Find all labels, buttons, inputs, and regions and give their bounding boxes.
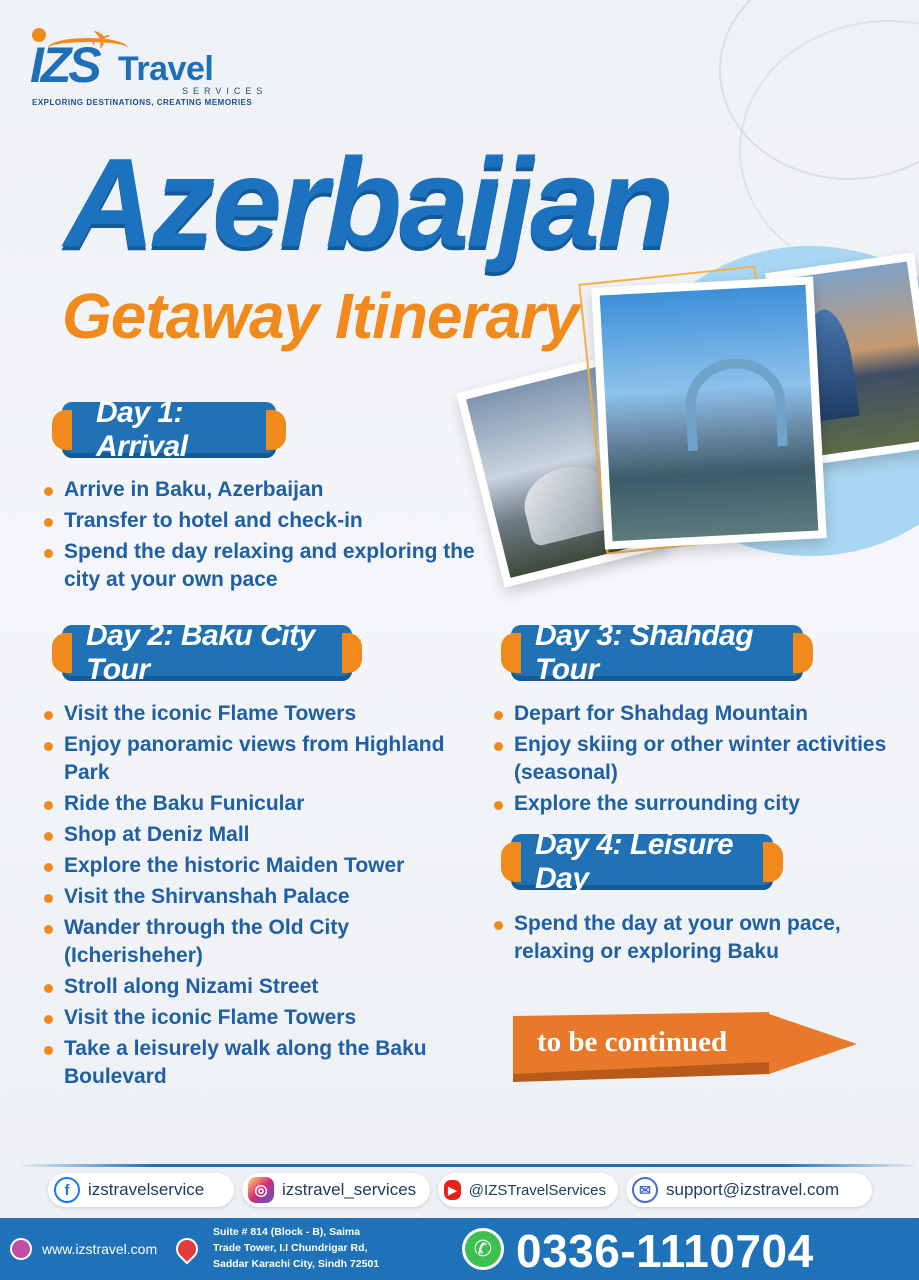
phone-number[interactable]: 0336-1110704	[516, 1225, 814, 1277]
day-3-list	[494, 700, 914, 821]
list-item: Stroll along Nizami Street	[44, 973, 484, 1001]
photo-baku-bay	[591, 276, 826, 549]
list-item: Explore the surrounding city	[494, 790, 914, 818]
list-item: Visit the Shirvanshah Palace	[44, 883, 484, 911]
youtube-handle: @IZSTravelServices	[468, 1181, 606, 1199]
list-item: Ride the Baku Funicular	[44, 790, 484, 818]
address-line: Trade Tower, I.I Chundrigar Rd,	[213, 1242, 368, 1254]
list-item: Explore the historic Maiden Tower	[44, 852, 484, 880]
footer-bar	[0, 1218, 919, 1280]
address-line: Suite # 814 (Block - B), Saima	[213, 1226, 361, 1238]
logo-wordmark: Travel	[118, 50, 214, 88]
list-item: Visit the iconic Flame Towers	[44, 1004, 484, 1032]
instagram-handle: izstravel_services	[282, 1180, 417, 1199]
page-subtitle: Getaway Itinerary	[62, 280, 579, 352]
list-item: Wander through the Old City (Icherisheher)	[44, 914, 484, 970]
day-3-label: Day 3: Shahdag Tour	[535, 619, 754, 686]
list-item: Depart for Shahdag Mountain	[494, 700, 914, 728]
list-item: Enjoy panoramic views from Highland Park	[44, 731, 484, 787]
day-3-header	[511, 619, 803, 686]
day-2-label: Day 2: Baku City Tour	[86, 619, 315, 686]
globe-icon	[10, 1238, 32, 1260]
list-item: Take a leisurely walk along the Baku Boulevard	[44, 1035, 484, 1091]
list-item: Visit the iconic Flame Towers	[44, 700, 484, 728]
page-title: Azerbaijan	[64, 132, 672, 273]
divider	[18, 1164, 918, 1167]
day-1-header	[62, 396, 276, 463]
social-email[interactable]	[626, 1173, 872, 1207]
day-2-header	[62, 619, 352, 686]
logo-tagline: EXPLORING DESTINATIONS, CREATING MEMORIES	[32, 98, 253, 107]
website-link[interactable]: www.izstravel.com	[42, 1241, 158, 1257]
youtube-icon: ▶	[444, 1180, 461, 1200]
list-item: Spend the day relaxing and exploring the city at your own pace	[44, 538, 484, 594]
day-2-list	[44, 700, 484, 1094]
phone-icon: ✆	[462, 1228, 504, 1270]
address-line: Saddar Karachi City, Sindh 72501	[213, 1258, 380, 1270]
list-item: Spend the day at your own pace, relaxing or exploring Baku	[494, 910, 894, 966]
airplane-icon: ✈	[85, 21, 117, 57]
mail-icon: ✉	[632, 1177, 658, 1203]
day-1-label: Day 1: Arrival	[96, 396, 188, 463]
facebook-icon: f	[54, 1177, 80, 1203]
social-links	[44, 1173, 884, 1209]
day-1-list	[44, 476, 484, 597]
day-4-label: Day 4: Leisure Day	[535, 828, 734, 895]
list-item: Transfer to hotel and check-in	[44, 507, 484, 535]
email-address: support@izstravel.com	[666, 1180, 840, 1199]
instagram-icon: ◎	[248, 1177, 274, 1203]
list-item: Arrive in Baku, Azerbaijan	[44, 476, 484, 504]
brand-logo[interactable]	[30, 21, 270, 116]
day-4-list	[494, 910, 894, 969]
facebook-handle: izstravelservice	[88, 1180, 205, 1199]
to-be-continued-arrow	[513, 1012, 857, 1082]
logo-services: SERVICES	[182, 86, 268, 96]
day-4-header	[511, 828, 773, 895]
social-instagram[interactable]	[242, 1173, 430, 1207]
list-item: Shop at Deniz Mall	[44, 821, 484, 849]
location-pin-icon	[171, 1233, 202, 1264]
social-facebook[interactable]	[48, 1173, 234, 1207]
address	[213, 1224, 379, 1272]
social-youtube[interactable]	[438, 1173, 618, 1207]
logo-mark: IZS	[30, 37, 99, 93]
to-be-continued-label: to be continued	[537, 1026, 728, 1058]
list-item: Enjoy skiing or other winter activities (seasonal)	[494, 731, 914, 787]
